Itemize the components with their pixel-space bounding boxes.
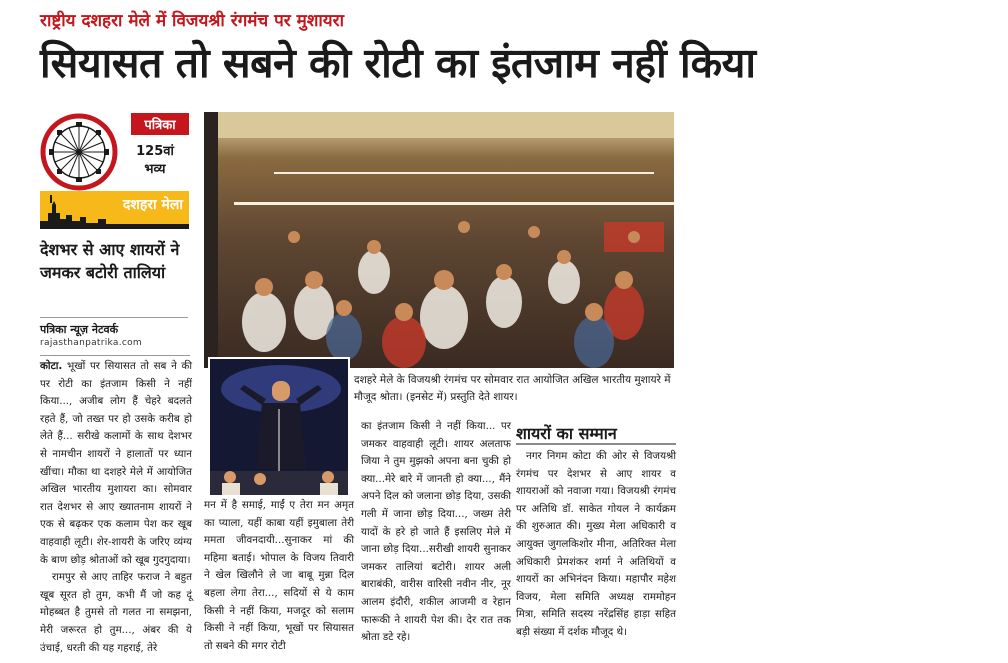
website: rajasthanpatrika.com [40,338,142,348]
subhead: देशभर से आए शायरों ने जमकर बटोरी तालियां [40,240,180,282]
byline: पत्रिका न्यूज़ नेटवर्क [40,323,119,336]
audience-photo [204,112,674,368]
article-column-3 [361,418,511,647]
paragraph: रामपुर से आए ताहिर फराज ने बहुत खूब सूरत हो तुम, कभी मैं जो कह दूं मोहब्बत है तुमसे तो गलत ना समझना, मेरी जरूरत हो तुम..., अंबर की ये उंचाई, धरती की यह गहराई, तेरे [40,571,192,654]
article-column-1 [40,358,192,657]
paragraph [40,358,192,569]
paragraph: नगर निगम कोटा की ओर से विजयश्री रंगमंच पर देशभर से आए शायर व शायराओं को नवाजा गया। विजयश्री रंगमंच पर अतिथि डॉ. साकेत गोयल ने कार्यक्रम की शुरुआत की। मुख्य मेला अधिकारी व आयुक्त जुगलकिशोर मीना, अतिरिक्त मेला अधिकारी प्रेमशंकर शर्मा ने अतिथियों व शायरों का अभिनंदन किया। महापौर महेश विजय, मेला समिति अध्यक्ष राममोहन मित्रा, समिति सदस्य नरेंद्रसिंह हाड़ा सहित बड़ी संख्या में दर्शक मौजूद थे। [516,450,676,638]
ferris-wheel-icon [40,113,118,191]
kicker: राष्ट्रीय दशहरा मेले में विजयश्री रंगमंच पर मुशायरा [40,11,345,31]
divider [40,355,190,356]
poet-image [210,359,350,497]
article-column-2 [204,497,354,655]
article-column-4 [516,448,676,642]
fair-label: दशहरा मेला [122,197,183,213]
divider [516,443,676,445]
paragraph: मन में है समाई, माईं ए तेरा मन अमृत का प्याला, यहीं काबा यहीं इमुबाला तेरी ममता जीवनदायी...सुनाकर मां की महिमा बताई। भोपाल के विजय तिवारी ने खेल खिलौने ले जा बाबू मुन्ना दिल बहला लेगा तेरा..., सदियों से ये काम किसी ने नहीं किया, मजदूर को सलाम किसी ने नहीं किया, भूखों पर सियासत तो सबने की मगर रोटी [204,499,354,652]
headline: सियासत तो सबने की रोटी का इंतजाम नहीं किया [40,39,756,87]
dussehra-fair-logo [40,113,189,229]
brand-label: पत्रिका [131,113,189,135]
photo-caption: दशहरे मेले के विजयश्री रंगमंच पर सोमवार रात आयोजित अखिल भारतीय मुशायरे में मौजूद श्रोता। (इनसेट में) प्रस्तुति देते शायर। [354,374,671,403]
audience-image [204,112,674,368]
anniversary-line2: भव्य [144,161,166,177]
box-heading: शायरों का सम्मान [516,424,617,443]
paragraph: का इंतजाम किसी ने नहीं किया... पर जमकर वाहवाही लूटी। शायर अलताफ जिया ने तुम मुझको अपना बना चुकी हो क्या...मेरे बारे में जानती हो क्या..., मैंने अपने दिल को जलाना छोड़ दिया, उसकी गली में जाना छोड़ दिया..., जख्म तेरी यादों के हरे हो जाते हैं इसलिए मेले में जाना छोड़ दिया...सरीखी शायरी सुनाकर जमकर तालियां बटोरी। शायर अली बाराबंकी, वारीस वारिसी नवीन नीर, नूर आलम इंदौरी, शकील आजमी व रेहान फारूकी ने शायरी पेश की। देर रात तक श्रोता डटे रहे। [361,420,511,644]
anniversary-label [125,143,185,178]
dateline: कोटा. [40,360,63,372]
inset-poet-photo [208,357,350,497]
anniversary-line1: 125वां [136,144,174,159]
paragraph-text: भूखों पर सियासत तो सब ने की पर रोटी का इंतजाम किसी ने नहीं किया..., अजीब लोग हैं चेहरे बदलते रहते हैं, जो तख्त पर हो उसके करीब हो लेते हैं... सरीखे कलामों के साथ देशभर से नामचीन शायरों ने हालातों पर ध्यान खींचा। मौका था दशहरे मेले में आयोजित अखिल भारतीय मुशायरा का। सोमवार रात देशभर से आए ख्यातनाम शायरों ने एक से बढ़कर एक कलाम पेश कर खूब वाहवाही लूटी। शेर-शायरी के जरिए व्यंग्य के बाण छोड़ श्रोताओं को खूब गुदगुदाया। [40,360,192,566]
divider [40,317,188,318]
